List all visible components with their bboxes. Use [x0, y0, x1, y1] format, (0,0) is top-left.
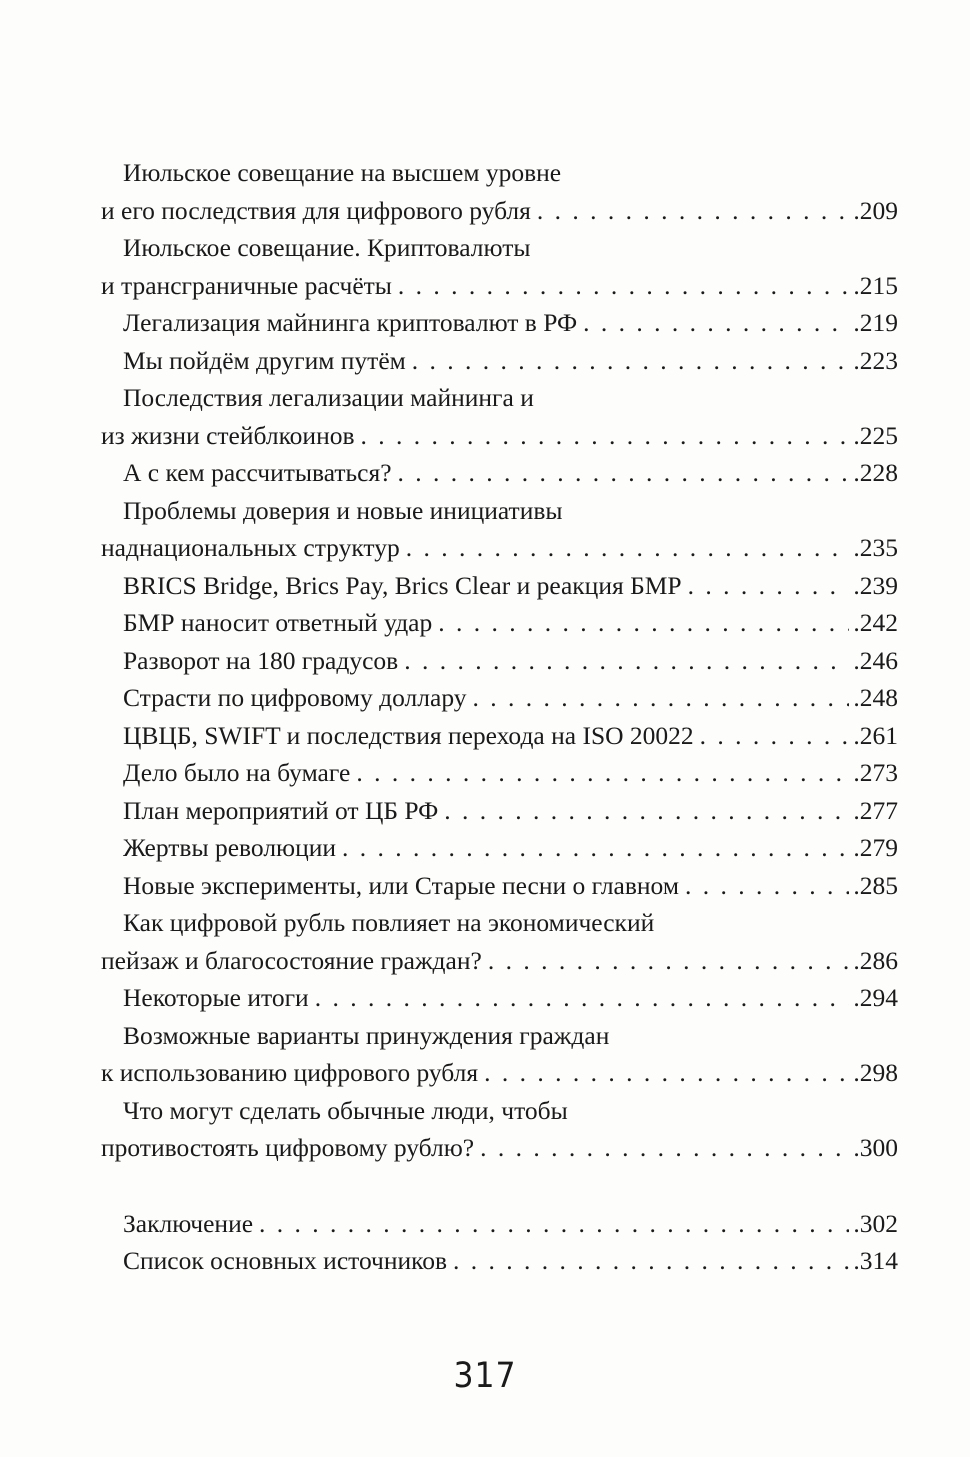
toc-entry	[101, 642, 898, 680]
toc-entry-row	[101, 792, 898, 830]
toc-entry-title: Некоторые итоги	[123, 983, 309, 1012]
toc-entry	[101, 679, 898, 717]
toc-entry	[101, 717, 898, 755]
dot-leader	[480, 1129, 849, 1167]
toc-entry-title-line1: Июльское совещание. Криптовалюты	[123, 233, 531, 262]
toc-entry-title: БМР наносит ответный удар	[123, 608, 433, 637]
toc-entry-page: .286	[853, 945, 898, 975]
toc-entry	[101, 567, 898, 605]
toc-entry-title-line1: Что могут сделать обычные люди, чтобы	[123, 1095, 568, 1125]
dot-leader	[484, 1054, 849, 1092]
toc-entry-row	[101, 979, 898, 1017]
toc-entry	[101, 754, 898, 792]
toc-entry-title: Разворот на 180 градусов	[123, 645, 399, 675]
toc-entry-title: к использованию цифрового рубля	[101, 1058, 479, 1087]
toc-entry	[101, 1092, 898, 1167]
dot-leader	[406, 529, 850, 567]
toc-entry-title-line1: Последствия легализации майнинга и	[123, 383, 534, 412]
toc-entry-page: .219	[853, 308, 898, 337]
toc-entry-row	[101, 304, 898, 342]
toc-entry-title: из жизни стейблкоинов	[101, 420, 355, 450]
toc-entry-page: .279	[853, 833, 898, 862]
toc-entry-title: Список основных источников	[123, 1246, 448, 1275]
toc-entry-title: BRICS Bridge, Brics Pay, Brics Clear и реакция БМР	[123, 570, 682, 600]
toc-entry-page: .302	[853, 1208, 898, 1238]
dot-leader	[700, 717, 850, 755]
page-number: 317	[453, 1356, 517, 1396]
dot-leader	[583, 304, 849, 342]
toc-entry-title-line1: Проблемы доверия и новые инициативы	[123, 495, 563, 525]
toc-entry-page: .261	[853, 720, 898, 750]
toc-entry-row	[101, 529, 898, 567]
toc-entry-title: и трансграничные расчёты	[101, 270, 392, 300]
toc-entry-page: .239	[853, 570, 898, 600]
toc-entry-page: .235	[853, 533, 898, 562]
toc-entry	[101, 229, 898, 304]
toc-entry	[101, 867, 898, 905]
toc-entry-title: Легализация майнинга криптовалют в РФ	[123, 308, 578, 337]
toc-entry-title-line1: Возможные варианты принуждения граждан	[123, 1020, 610, 1050]
toc-entry-page: .298	[853, 1058, 898, 1087]
toc-entry-title: Заключение	[123, 1208, 254, 1238]
dot-leader	[537, 192, 849, 230]
toc-entry	[101, 904, 898, 979]
toc-entry-page: .294	[853, 983, 898, 1012]
dot-leader	[342, 829, 849, 867]
toc-entry	[101, 492, 898, 567]
toc-entry	[101, 1017, 898, 1092]
toc-entry-page: .223	[853, 345, 898, 375]
toc-entry-page: .285	[853, 870, 898, 900]
toc-entry	[101, 304, 898, 342]
toc-entry	[101, 342, 898, 380]
toc-entry-title: Жертвы революции	[123, 833, 337, 862]
toc-entry-row	[101, 567, 898, 605]
toc-entry-row	[101, 1054, 898, 1092]
dot-leader	[404, 642, 849, 680]
toc-entry-row	[101, 604, 898, 642]
table-of-contents	[101, 154, 898, 1280]
toc-entry-page: .215	[853, 270, 898, 300]
toc-entry-title: противостоять цифровому рублю?	[101, 1133, 475, 1162]
toc-entry	[101, 1242, 898, 1280]
toc-entry-title-line1: Июльское совещание на высшем уровне	[123, 158, 562, 187]
toc-entry-row	[101, 942, 898, 980]
toc-entry	[101, 1205, 898, 1243]
dot-leader	[412, 342, 850, 380]
toc-entry-page: .209	[853, 195, 898, 225]
toc-entry-page: .248	[853, 683, 898, 712]
toc-entry-title-line1: Как цифровой рубль повлияет на экономический	[123, 908, 655, 937]
toc-entry-row	[101, 417, 898, 455]
toc-main-section	[101, 154, 898, 1167]
toc-entry	[101, 454, 898, 492]
toc-entry-page: .314	[853, 1246, 898, 1275]
toc-entry-title: наднациональных структур	[101, 533, 400, 562]
toc-entry	[101, 604, 898, 642]
toc-entry-row	[101, 267, 898, 305]
toc-entry-page: .242	[853, 608, 898, 637]
toc-entry-title: Дело было на бумаге	[123, 758, 351, 787]
toc-entry-row	[101, 754, 898, 792]
dot-leader	[398, 454, 850, 492]
toc-entry-row	[101, 829, 898, 867]
dot-leader	[259, 1205, 849, 1243]
toc-entry-title: А с кем рассчитываться?	[123, 458, 392, 487]
dot-leader	[356, 754, 849, 792]
toc-entry	[101, 829, 898, 867]
toc-entry-row	[101, 1205, 898, 1243]
toc-entry-title: Страсти по цифровому доллару	[123, 683, 467, 712]
dot-leader	[685, 867, 849, 905]
toc-entry-title: и его последствия для цифрового рубля	[101, 195, 531, 225]
toc-entry-title: пейзаж и благосостояние граждан?	[101, 945, 482, 975]
dot-leader	[472, 679, 849, 717]
toc-entry-title: ЦВЦБ, SWIFT и последствия перехода на ISO 20022	[123, 720, 694, 750]
dot-leader	[488, 942, 850, 980]
toc-entry-row	[101, 1129, 898, 1167]
dot-leader	[361, 417, 850, 455]
toc-entry-row	[101, 342, 898, 380]
toc-entry-page: .246	[853, 645, 898, 675]
dot-leader	[315, 979, 850, 1017]
toc-entry-page: .300	[853, 1133, 898, 1162]
toc-entry	[101, 379, 898, 454]
dot-leader	[398, 267, 849, 305]
toc-entry-title: План мероприятий от ЦБ РФ	[123, 795, 439, 825]
toc-entry-page: .228	[853, 458, 898, 487]
toc-entry-row	[101, 679, 898, 717]
toc-entry-page: .277	[853, 795, 898, 825]
dot-leader	[688, 567, 850, 605]
toc-entry-row	[101, 192, 898, 230]
dot-leader	[453, 1242, 849, 1280]
section-gap	[101, 1167, 898, 1205]
dot-leader	[444, 792, 849, 830]
toc-entry-title: Мы пойдём другим путём	[123, 345, 406, 375]
toc-entry-page: .225	[853, 420, 898, 450]
toc-entry-row	[101, 1242, 898, 1280]
toc-entry-row	[101, 642, 898, 680]
toc-entry-row	[101, 867, 898, 905]
toc-entry	[101, 154, 898, 229]
dot-leader	[438, 604, 849, 642]
toc-entry	[101, 792, 898, 830]
toc-entry-row	[101, 717, 898, 755]
toc-entry-title: Новые эксперименты, или Старые песни о главном	[123, 870, 679, 900]
toc-end-section	[101, 1205, 898, 1280]
toc-entry	[101, 979, 898, 1017]
toc-entry-row	[101, 454, 898, 492]
toc-entry-page: .273	[853, 758, 898, 787]
